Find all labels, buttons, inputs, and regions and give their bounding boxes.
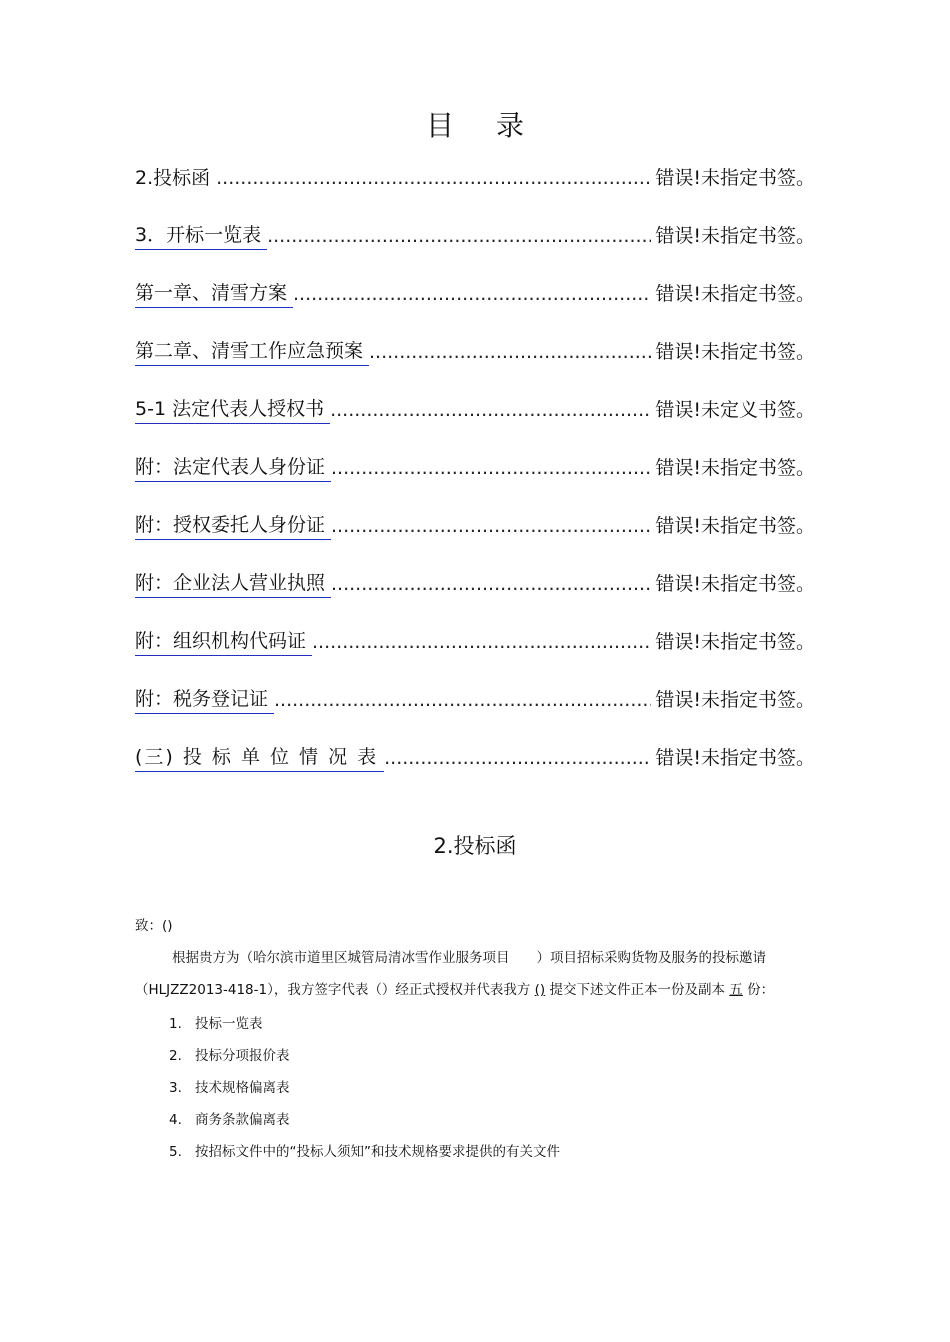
toc-entry[interactable]	[135, 627, 815, 685]
toc-leader-dots	[331, 453, 651, 483]
list-item-number: 5.	[169, 1144, 182, 1160]
toc-entry[interactable]	[135, 163, 815, 221]
toc-leader-dots	[331, 569, 651, 599]
toc-entry[interactable]	[135, 569, 815, 627]
list-item-number: 1.	[169, 1016, 182, 1032]
list-item-number: 3.	[169, 1080, 182, 1096]
list-item-text: 技术规格偏离表	[195, 1080, 290, 1096]
toc-entry-page-ref: 错误!未指定书签。	[655, 283, 815, 305]
list-item-number: 4.	[169, 1112, 182, 1128]
list-item-text: 投标分项报价表	[195, 1048, 290, 1064]
toc-entry-page-ref: 错误!未指定书签。	[655, 689, 815, 711]
letter-body-part-1: 根据贵方为（哈尔滨市道里区城管局清冰雪作业服务项目 ）项目招标采购货物及服务的投标邀请（HLJZZ2013-418-1），我方签字代表（）经正式授权并代表我方	[135, 950, 766, 998]
toc-entry-page-ref: 错误!未指定书签。	[655, 747, 815, 769]
list-item-number: 2.	[169, 1048, 182, 1064]
toc-list	[135, 163, 815, 801]
toc-entry-label: 2.投标函	[135, 167, 211, 189]
toc-entry-page-ref: 错误!未指定书签。	[655, 167, 815, 189]
list-item-text: 商务条款偏离表	[195, 1112, 290, 1128]
bid-letter	[135, 910, 815, 1168]
toc-entry-page-ref: 错误!未指定书签。	[655, 631, 815, 653]
toc-entry[interactable]	[135, 337, 815, 395]
list-item	[169, 1136, 815, 1168]
toc-entry-label[interactable]: 附：税务登记证	[135, 685, 274, 714]
toc-entry-label[interactable]: 附：企业法人营业执照	[135, 569, 331, 598]
letter-body-part-2: 提交下述文件正本一份及副本	[549, 982, 725, 998]
toc-leader-dots	[267, 221, 651, 251]
letter-body-underlined: ()	[534, 982, 546, 998]
toc-entry-page-ref: 错误!未定义书签。	[655, 399, 815, 421]
toc-entry[interactable]	[135, 685, 815, 743]
list-item	[169, 1104, 815, 1136]
toc-leader-dots	[312, 627, 651, 657]
toc-entry-page-ref: 错误!未指定书签。	[655, 457, 815, 479]
toc-leader-dots	[369, 337, 651, 367]
toc-entry[interactable]	[135, 279, 815, 337]
toc-entry-label[interactable]: 附：授权委托人身份证	[135, 511, 331, 540]
toc-entry-page-ref: 错误!未指定书签。	[655, 341, 815, 363]
list-item-text: 按招标文件中的“投标人须知”和技术规格要求提供的有关文件	[195, 1144, 560, 1160]
toc-entry-label[interactable]: 附：法定代表人身份证	[135, 453, 331, 482]
list-item	[169, 1072, 815, 1104]
toc-entry-label[interactable]: 第一章、清雪方案	[135, 279, 293, 308]
letter-copies-count: 五	[729, 982, 743, 998]
letter-addressee: 致：()	[135, 918, 173, 934]
toc-entry[interactable]	[135, 395, 815, 453]
section-title: 2.投标函	[433, 834, 517, 858]
toc-entry-label[interactable]: 第二章、清雪工作应急预案	[135, 337, 369, 366]
toc-leader-dots	[216, 163, 651, 193]
list-item	[169, 1040, 815, 1072]
toc-leader-dots	[274, 685, 651, 715]
toc-title: 目录	[425, 109, 566, 142]
toc-entry-label[interactable]: 5-1 法定代表人授权书	[135, 395, 330, 424]
toc-leader-dots	[384, 743, 651, 773]
toc-entry-page-ref: 错误!未指定书签。	[655, 515, 815, 537]
toc-entry-page-ref: 错误!未指定书签。	[655, 573, 815, 595]
toc-entry[interactable]	[135, 743, 815, 801]
letter-body-part-3: 份：	[747, 982, 775, 998]
toc-entry-label[interactable]: 附：组织机构代码证	[135, 627, 312, 656]
list-item	[169, 1008, 815, 1040]
toc-entry-label[interactable]: 3．开标一览表	[135, 221, 267, 250]
toc-leader-dots	[331, 511, 651, 541]
toc-entry-label[interactable]: (三) 投 标 单 位 情 况 表	[135, 743, 384, 772]
toc-entry[interactable]	[135, 511, 815, 569]
document-list	[135, 1008, 815, 1168]
list-item-text: 投标一览表	[195, 1016, 263, 1032]
toc-leader-dots	[330, 395, 651, 425]
toc-entry[interactable]	[135, 221, 815, 279]
toc-leader-dots	[293, 279, 651, 309]
toc-entry-page-ref: 错误!未指定书签。	[655, 225, 815, 247]
letter-body	[135, 942, 815, 1006]
toc-entry[interactable]	[135, 453, 815, 511]
